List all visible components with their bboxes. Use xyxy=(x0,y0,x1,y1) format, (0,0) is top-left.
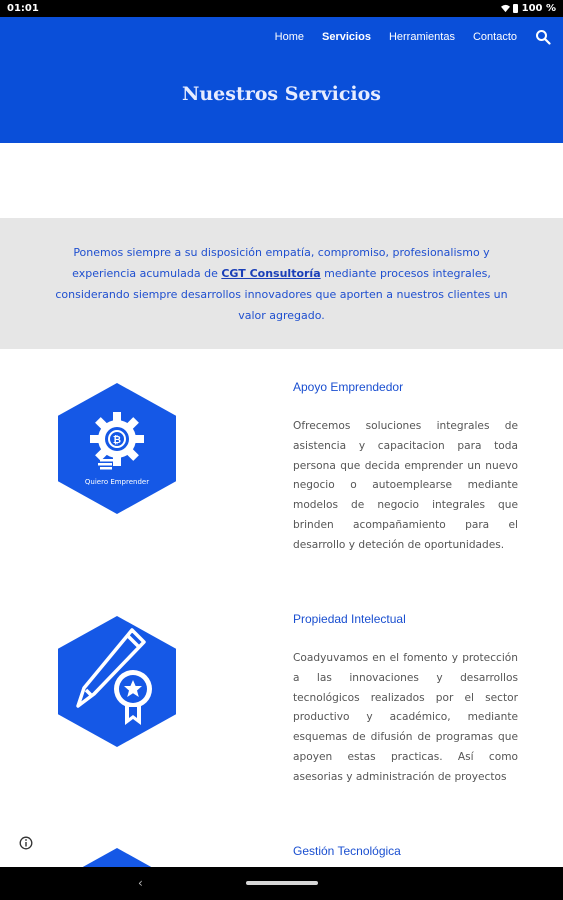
service-desc-propiedad: Coadyuvamos en el fomento y protección a las innovaciones y desarrollos tecnológicos realizados por el sector productivo y académico, mediante esquemas de difusión de programas que apoyen estas practicas. Así como asesorias y administración de proyectos xyxy=(293,652,518,783)
search-icon[interactable] xyxy=(535,29,551,45)
back-icon[interactable]: ‹ xyxy=(138,876,143,890)
battery-level: 100 % xyxy=(521,3,556,14)
status-icons xyxy=(501,3,556,14)
system-nav-bar xyxy=(0,867,563,900)
cgt-link[interactable]: CGT Consultoría xyxy=(221,266,321,280)
hex-caption: Quiero Emprender xyxy=(84,478,150,486)
status-bar xyxy=(0,0,563,17)
nav-home[interactable]: Home xyxy=(274,31,305,43)
nav-servicios[interactable]: Servicios xyxy=(322,31,371,43)
page-title: Nuestros Servicios xyxy=(182,83,381,105)
service-desc-apoyo: Ofrecemos soluciones integrales de asistencia y capacitacion para toda persona que decida emprender un nuevo negocio o autoemplearse mediante modelos de negocio integrales que brinden acompañamiento para el desarrollo y deteción de oportunidades. xyxy=(293,420,518,551)
nav-contacto[interactable]: Contacto xyxy=(472,31,517,43)
info-icon[interactable] xyxy=(19,836,33,850)
gear-lightbulb-icon xyxy=(58,383,176,514)
status-time: 01:01 xyxy=(7,3,39,14)
technology-icon xyxy=(58,848,176,867)
wifi-icon xyxy=(501,4,510,13)
intro-text xyxy=(47,242,517,326)
service-title-apoyo: Apoyo Emprendedor xyxy=(293,380,404,394)
pencil-award-icon xyxy=(58,616,176,747)
hero-header xyxy=(0,17,563,143)
service-title-gestion: Gestión Tecnológica xyxy=(293,844,401,858)
home-gesture-bar[interactable] xyxy=(246,881,318,885)
intro-text-after: mediante procesos integrales, considerando siempre desarrollos innovadores que aporten a nuestros clientes un valor agregado. xyxy=(55,266,508,322)
main-nav xyxy=(275,29,551,45)
service-title-propiedad: Propiedad Intelectual xyxy=(293,612,406,626)
intro-section xyxy=(0,218,563,349)
battery-icon xyxy=(513,4,518,13)
nav-herramientas[interactable]: Herramientas xyxy=(388,31,455,43)
intro-text-before: Ponemos siempre a su disposición empatía, compromiso, profesionalismo y experiencia acumulada de xyxy=(72,245,490,280)
svg-text:₿: ₿ xyxy=(112,435,122,446)
